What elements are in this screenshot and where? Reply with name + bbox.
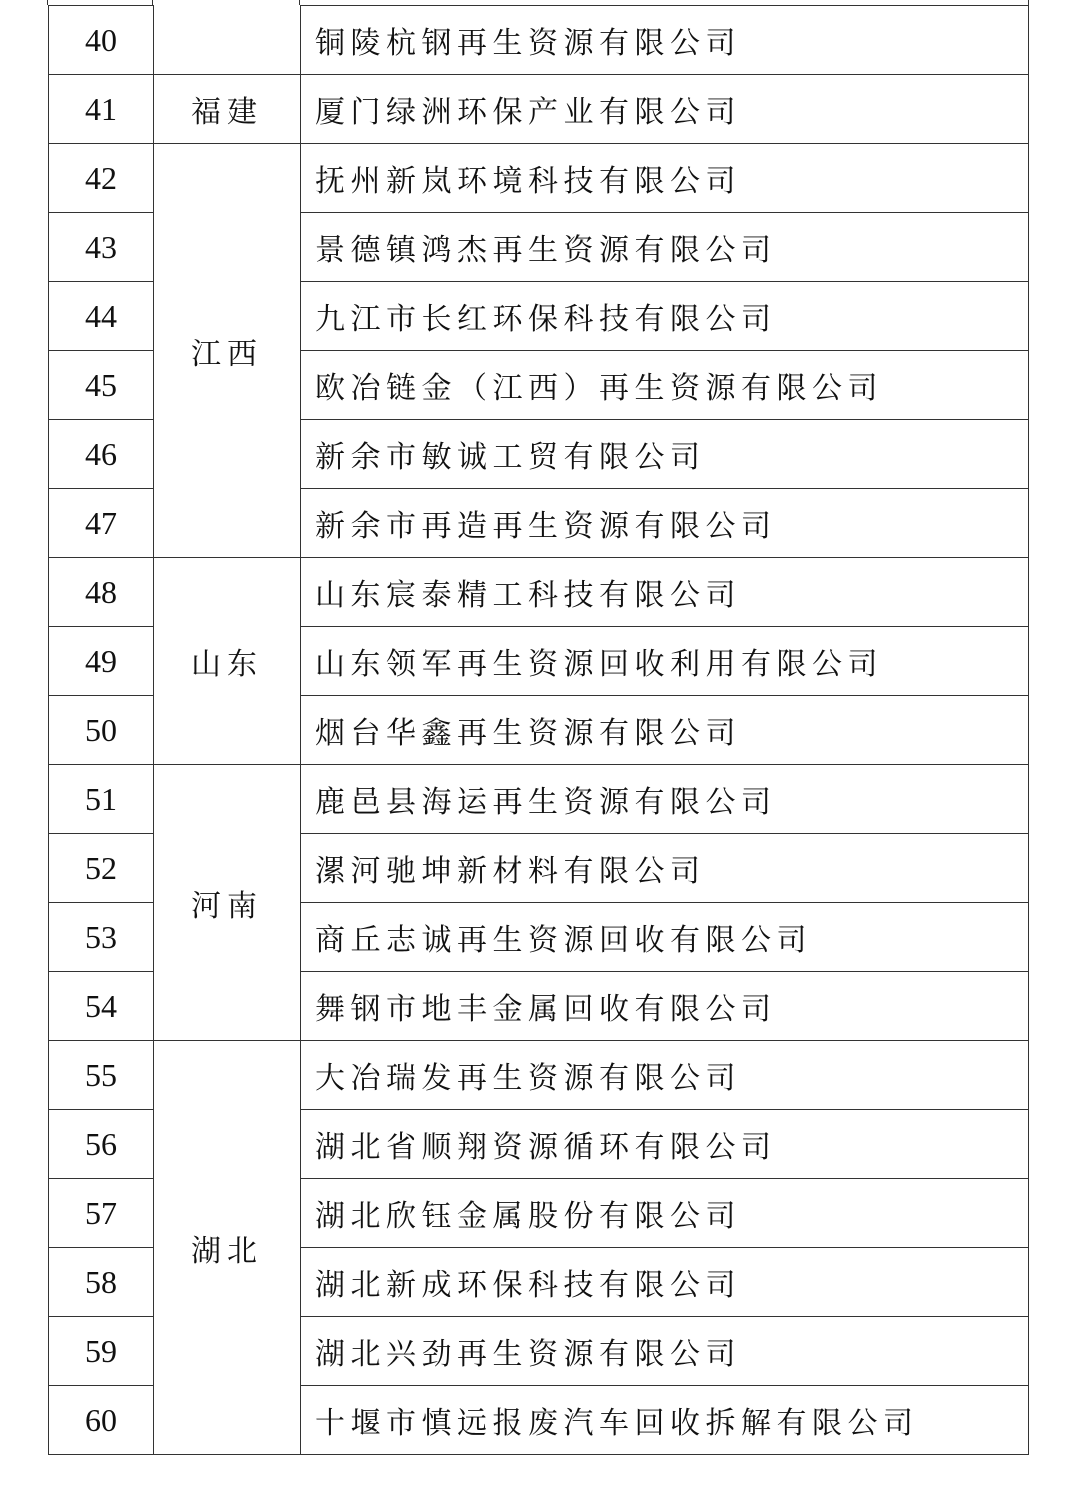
row-number: 44 [49, 282, 154, 351]
company-name: 烟台华鑫再生资源有限公司 [301, 696, 1029, 765]
row-number: 60 [49, 1386, 154, 1455]
province-cell [154, 6, 301, 75]
company-name: 湖北新成环保科技有限公司 [301, 1248, 1029, 1317]
row-number: 45 [49, 351, 154, 420]
province-cell: 福建 [154, 75, 301, 144]
company-name: 欧冶链金（江西）再生资源有限公司 [301, 351, 1029, 420]
province-cell: 山东 [154, 558, 301, 765]
company-name: 十堰市慎远报废汽车回收拆解有限公司 [301, 1386, 1029, 1455]
row-number: 56 [49, 1110, 154, 1179]
row-number: 55 [49, 1041, 154, 1110]
province-cell: 湖北 [154, 1041, 301, 1455]
province-cell: 江西 [154, 144, 301, 558]
company-name: 抚州新岚环境科技有限公司 [301, 144, 1029, 213]
table-row [49, 75, 1029, 144]
row-number: 57 [49, 1179, 154, 1248]
table-row [49, 558, 1029, 627]
row-number: 43 [49, 213, 154, 282]
row-number: 40 [49, 6, 154, 75]
table-row [49, 765, 1029, 834]
company-name: 湖北兴劲再生资源有限公司 [301, 1317, 1029, 1386]
company-name: 山东宸泰精工科技有限公司 [301, 558, 1029, 627]
company-name: 鹿邑县海运再生资源有限公司 [301, 765, 1029, 834]
row-number: 49 [49, 627, 154, 696]
company-name: 新余市再造再生资源有限公司 [301, 489, 1029, 558]
company-name: 山东领军再生资源回收利用有限公司 [301, 627, 1029, 696]
table-row [49, 1041, 1029, 1110]
company-name: 商丘志诚再生资源回收有限公司 [301, 903, 1029, 972]
row-number: 46 [49, 420, 154, 489]
company-list-table [48, 5, 1029, 1455]
table-row [49, 6, 1029, 75]
row-number: 47 [49, 489, 154, 558]
company-name: 铜陵杭钢再生资源有限公司 [301, 6, 1029, 75]
company-name: 漯河驰坤新材料有限公司 [301, 834, 1029, 903]
company-name: 新余市敏诚工贸有限公司 [301, 420, 1029, 489]
row-number: 52 [49, 834, 154, 903]
table-row [49, 144, 1029, 213]
row-number: 48 [49, 558, 154, 627]
province-cell: 河南 [154, 765, 301, 1041]
company-name: 景德镇鸿杰再生资源有限公司 [301, 213, 1029, 282]
row-number: 50 [49, 696, 154, 765]
row-number: 41 [49, 75, 154, 144]
row-number: 51 [49, 765, 154, 834]
company-name: 大冶瑞发再生资源有限公司 [301, 1041, 1029, 1110]
company-name: 湖北欣钰金属股份有限公司 [301, 1179, 1029, 1248]
company-name: 九江市长红环保科技有限公司 [301, 282, 1029, 351]
row-number: 59 [49, 1317, 154, 1386]
row-number: 54 [49, 972, 154, 1041]
company-name: 湖北省顺翔资源循环有限公司 [301, 1110, 1029, 1179]
row-number: 58 [49, 1248, 154, 1317]
row-number: 53 [49, 903, 154, 972]
company-name: 舞钢市地丰金属回收有限公司 [301, 972, 1029, 1041]
row-number: 42 [49, 144, 154, 213]
company-name: 厦门绿洲环保产业有限公司 [301, 75, 1029, 144]
